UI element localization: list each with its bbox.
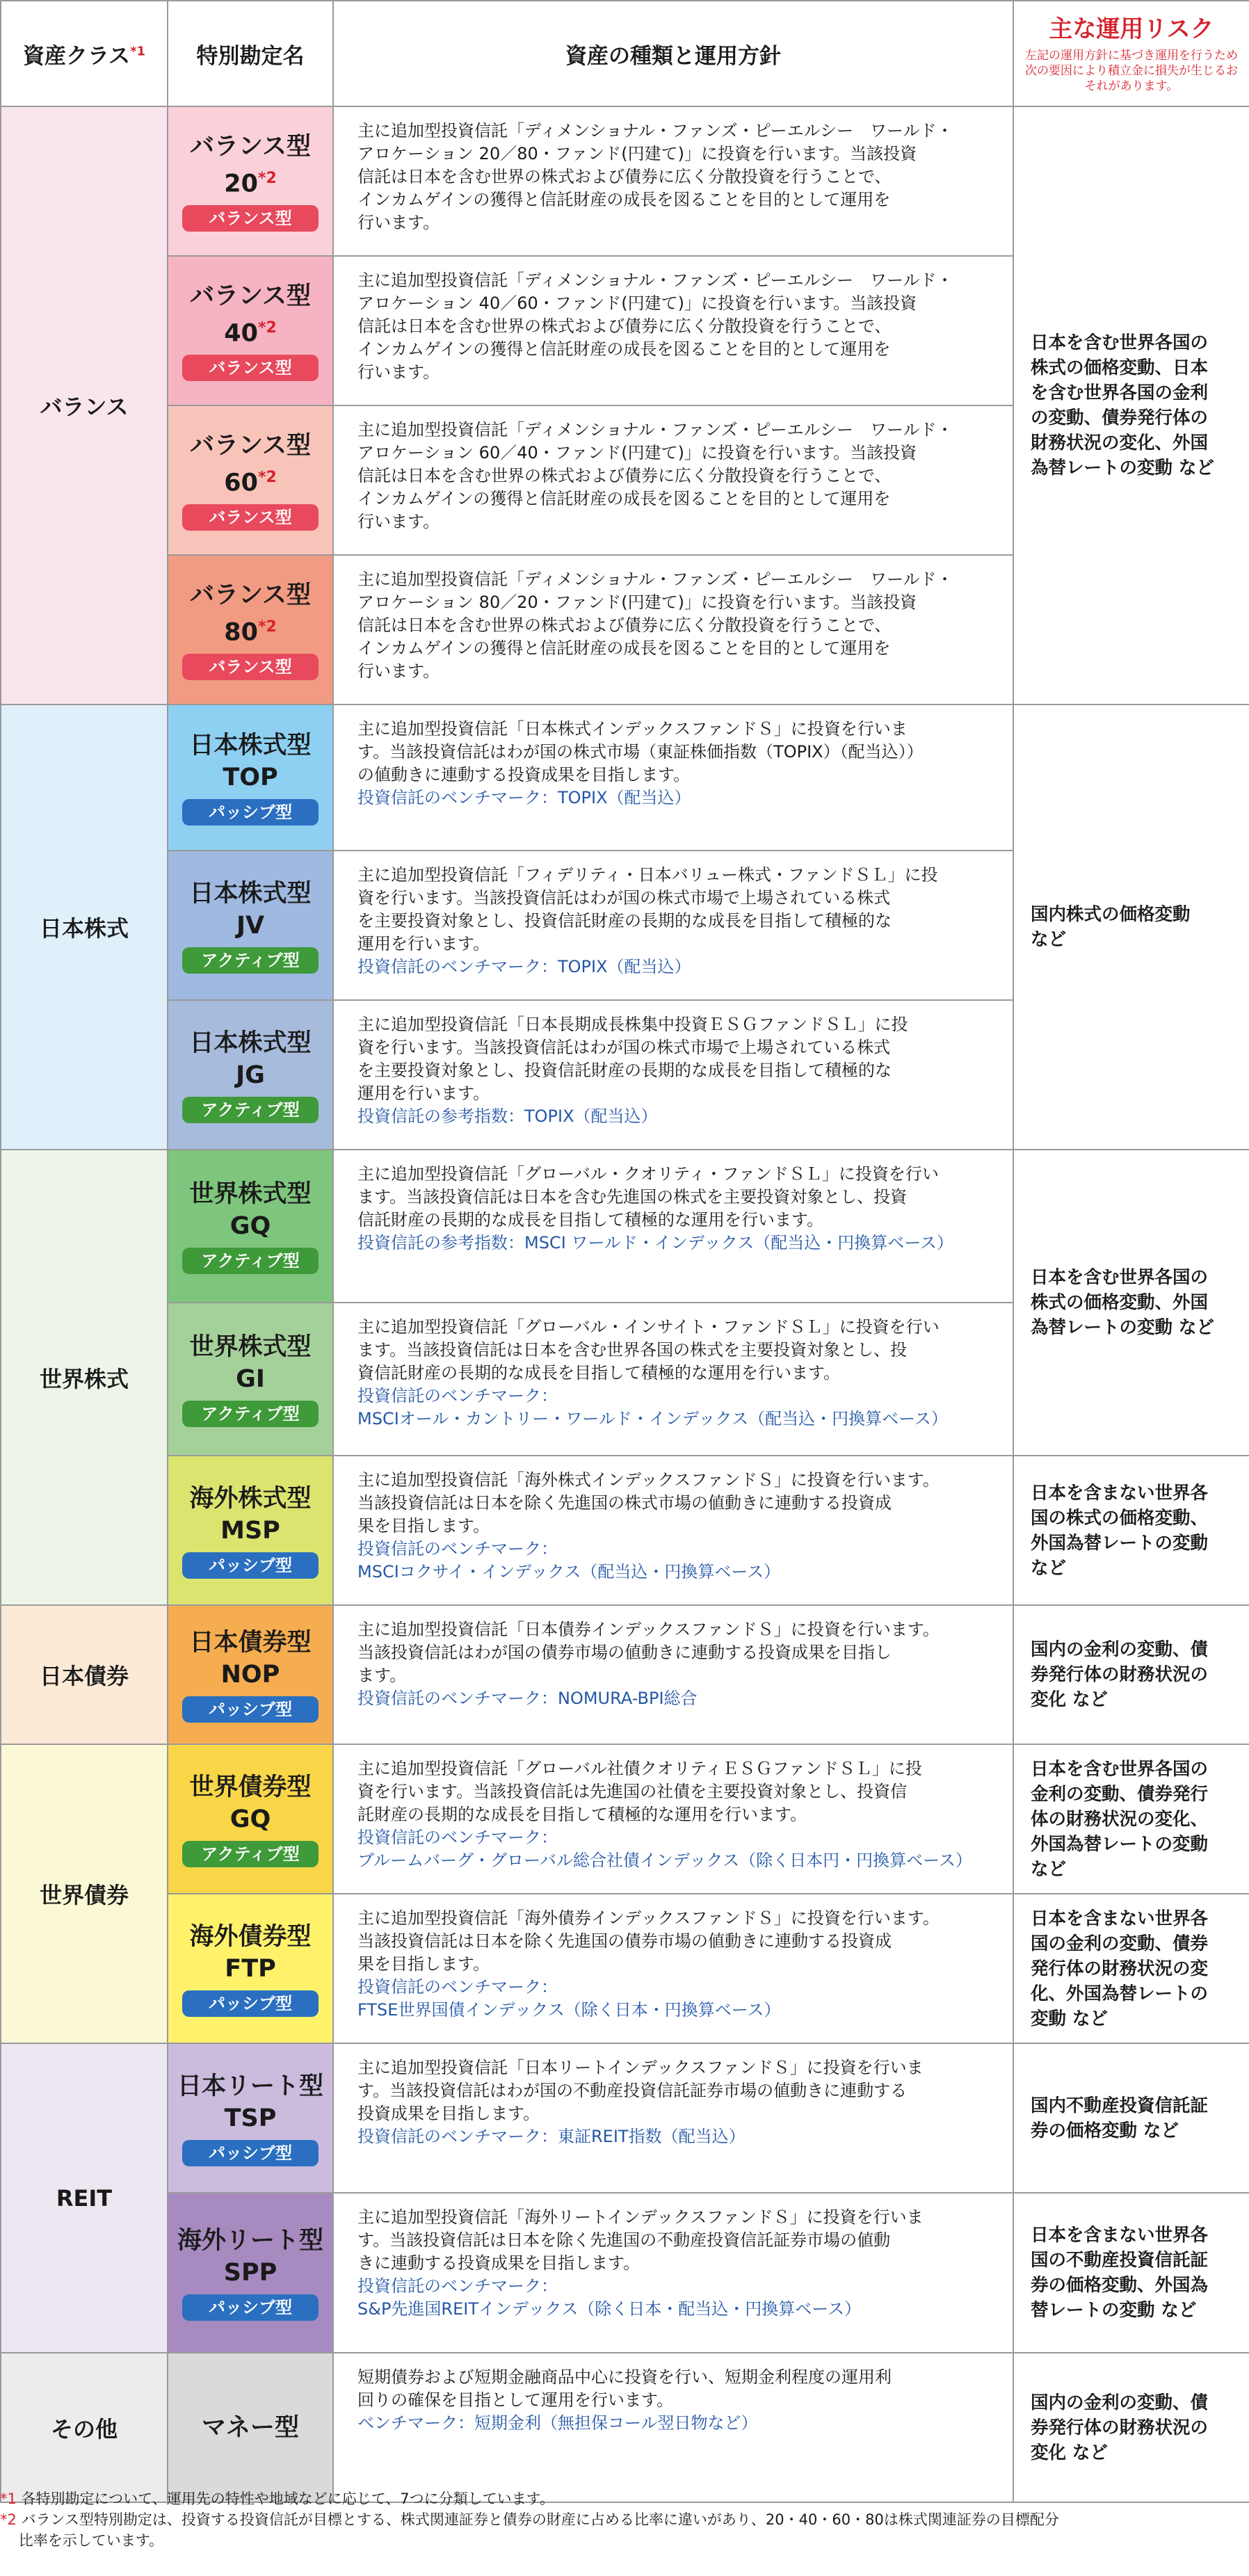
fund-type-badge: バランス型 bbox=[182, 205, 319, 232]
table-row bbox=[1, 1894, 1249, 2043]
policy-line: きに連動する投資成果を目指します。 bbox=[357, 2253, 640, 2273]
account-cell bbox=[168, 1894, 333, 2043]
policy-line: 主に追加型投資信託「日本リートインデックスファンドＳ」に投資を行いま bbox=[357, 2058, 924, 2077]
policy-cell bbox=[333, 2193, 1013, 2353]
policy-line: 行います。 bbox=[357, 512, 440, 531]
risk-line: 変化 など bbox=[1031, 2442, 1108, 2463]
benchmark-line: ベンチマーク：短期金利（無担保コール翌日物など） bbox=[357, 2413, 758, 2433]
asset-class-label: バランス bbox=[40, 394, 129, 420]
account-name bbox=[168, 878, 332, 942]
account-name-line1: 海外株式型 bbox=[189, 1484, 312, 1513]
policy-line: 主に追加型投資信託「グローバル・インサイト・ファンドＳＬ」に投資を行い bbox=[357, 1317, 940, 1337]
risk-line: 体の財務状況の変化、 bbox=[1031, 1808, 1209, 1830]
account-name-line2: 20 bbox=[224, 170, 258, 198]
account-name bbox=[168, 1027, 332, 1091]
policy-line: す。当該投資信託はわが国の株式市場（東証株価指数（TOPIX）（配当込）） bbox=[357, 742, 924, 762]
account-name-line1: バランス型 bbox=[190, 431, 311, 460]
table-row bbox=[1, 1456, 1249, 1605]
policy-line: の値動きに連動する投資成果を目指します。 bbox=[357, 765, 691, 784]
policy-cell bbox=[333, 1456, 1013, 1605]
risk-line: 券発行体の財務状況の bbox=[1031, 2417, 1209, 2438]
account-name-line2: TOP bbox=[223, 764, 278, 791]
risk-cell bbox=[1013, 1605, 1249, 1744]
benchmark-line: MSCIコクサイ・インデックス（配当込・円換算ベース） bbox=[357, 1562, 781, 1581]
fund-type-badge: パッシブ型 bbox=[182, 1696, 319, 1723]
account-name-line2: SPP bbox=[223, 2259, 277, 2287]
benchmark-line: 投資信託のベンチマーク： bbox=[357, 2276, 558, 2296]
benchmark-line: 投資信託のベンチマーク： bbox=[357, 1539, 558, 1559]
fund-type-badge: パッシブ型 bbox=[182, 1552, 319, 1579]
policy-line: 運用を行います。 bbox=[357, 1084, 490, 1103]
policy-line: 主に追加型投資信託「グローバル・クオリティ・ファンドＳＬ」に投資を行い bbox=[357, 1164, 939, 1184]
policy-cell bbox=[333, 2353, 1013, 2502]
benchmark-line: S&P先進国REITインデックス（除く日本・配当込・円換算ベース） bbox=[357, 2299, 862, 2319]
risk-line: 替レートの変動 など bbox=[1031, 2300, 1197, 2321]
policy-line: を主要投資対象とし、投資信託財産の長期的な成長を目指して積極的な bbox=[357, 1061, 892, 1080]
risk-line: 金利の変動、債券発行 bbox=[1031, 1783, 1209, 1805]
account-cell bbox=[168, 2193, 333, 2353]
account-name bbox=[168, 1178, 332, 1242]
account-name-line1: バランス型 bbox=[190, 282, 311, 310]
policy-line: 主に追加型投資信託「日本長期成長株集中投資ＥＳＧファンドＳＬ」に投 bbox=[357, 1015, 908, 1034]
account-cell bbox=[168, 555, 333, 705]
policy-cell bbox=[333, 405, 1013, 555]
account-name-line2: GI bbox=[236, 1365, 265, 1393]
table-row bbox=[1, 1744, 1249, 1894]
benchmark-line: FTSE世界国債インデックス（除く日本・円換算ベース） bbox=[357, 2000, 781, 2020]
risk-subtitle: 左記の運用方針に基づき運用を行うため次の要因により積立金に損失が生じるおそれがあります。 bbox=[1025, 49, 1238, 93]
fund-type-badge: バランス型 bbox=[182, 654, 319, 680]
account-name-line1: 日本株式型 bbox=[189, 1029, 312, 1057]
policy-line: 託財産の長期的な成長を目指して積極的な運用を行います。 bbox=[357, 1805, 807, 1824]
policy-line: 信託財産の長期的な成長を目指して積極的な運用を行います。 bbox=[357, 1210, 824, 1230]
asset-class-label: 世界債券 bbox=[39, 1882, 129, 1908]
account-name-line2: GQ bbox=[229, 1212, 271, 1240]
account-name bbox=[168, 2412, 332, 2444]
account-cell bbox=[168, 2043, 333, 2193]
table-header bbox=[1, 1, 1249, 106]
policy-line: 資を行います。当該投資信託は先進国の社債を主要投資対象とし、投資信 bbox=[357, 1782, 908, 1801]
account-name bbox=[168, 1771, 332, 1835]
asset-class-label: 日本債券 bbox=[39, 1663, 129, 1689]
policy-line: ます。当該投資信託は日本を含む先進国の株式を主要投資対象とし、投資 bbox=[357, 1187, 908, 1207]
asset-class-cell bbox=[1, 1150, 168, 1605]
fund-type-badge: パッシブ型 bbox=[182, 2140, 319, 2166]
table-row bbox=[1, 1150, 1249, 1303]
account-name bbox=[168, 1627, 332, 1691]
risk-cell bbox=[1013, 1894, 1249, 2043]
policy-cell bbox=[333, 1744, 1013, 1894]
risk-line: など bbox=[1031, 929, 1067, 950]
risk-line: など bbox=[1031, 1557, 1067, 1579]
risk-line: 券の価格変動 など bbox=[1031, 2120, 1179, 2141]
asset-class-label: その他 bbox=[50, 2415, 118, 2442]
risk-cell bbox=[1013, 1744, 1249, 1894]
fund-type-badge: アクティブ型 bbox=[182, 1841, 319, 1867]
policy-line: す。当該投資信託はわが国の不動産投資信託証券市場の値動きに連動する bbox=[357, 2081, 908, 2100]
account-name bbox=[168, 2070, 332, 2134]
risk-cell bbox=[1013, 106, 1249, 705]
account-cell bbox=[168, 256, 333, 405]
policy-line: 主に追加型投資信託「グローバル社債クオリティＥＳＧファンドＳＬ」に投 bbox=[357, 1759, 922, 1778]
policy-line: ます。当該投資信託は日本を含む世界各国の株式を主要投資対象とし、投 bbox=[357, 1340, 908, 1360]
policy-line: 主に追加型投資信託「ディメンショナル・ファンズ・ピーエルシー ワールド・ bbox=[357, 271, 953, 290]
policy-line: インカムゲインの獲得と信託財産の成長を図ることを目的として運用を bbox=[357, 489, 891, 508]
account-cell bbox=[168, 1744, 333, 1894]
policy-line: 信託は日本を含む世界の株式および債券に広く分散投資を行うことで、 bbox=[357, 167, 892, 186]
risk-line: 国内不動産投資信託証 bbox=[1031, 2095, 1209, 2116]
risk-line: 国の株式の価格変動、 bbox=[1031, 1507, 1209, 1529]
fund-type-badge: アクティブ型 bbox=[182, 947, 319, 974]
asset-class-cell bbox=[1, 705, 168, 1150]
account-cell bbox=[168, 106, 333, 256]
risk-line: 発行体の財務状況の変 bbox=[1031, 1958, 1209, 1979]
risk-line: 国の金利の変動、債券 bbox=[1031, 1933, 1209, 1954]
account-name bbox=[168, 579, 332, 649]
header-asset-class: 資産クラス$^{*1}$ bbox=[1, 1, 168, 106]
account-name bbox=[168, 280, 332, 350]
benchmark-line: 投資信託の参考指数：TOPIX（配当込） bbox=[357, 1106, 658, 1126]
benchmark-line: 投資信託のベンチマーク：東証REIT指数（配当込） bbox=[357, 2127, 746, 2146]
policy-line: ます。 bbox=[357, 1666, 407, 1685]
account-cell bbox=[168, 2353, 333, 2502]
table-row bbox=[1, 705, 1249, 851]
policy-cell bbox=[333, 1303, 1013, 1456]
policy-cell bbox=[333, 106, 1013, 256]
account-cell bbox=[168, 405, 333, 555]
account-name-line2: TSP bbox=[224, 2104, 277, 2132]
table-row bbox=[1, 1605, 1249, 1744]
policy-line: アロケーション 80／20・ファンド(円建て)」に投資を行います。当該投資 bbox=[357, 593, 917, 612]
policy-line: 主に追加型投資信託「海外株式インデックスファンドＳ」に投資を行います。 bbox=[357, 1470, 940, 1490]
footnote-mark: *2 bbox=[257, 468, 277, 486]
account-cell bbox=[168, 1000, 333, 1150]
policy-line: 行います。 bbox=[357, 362, 440, 382]
account-name-line1: 世界債券型 bbox=[189, 1773, 312, 1801]
account-name-line1: マネー型 bbox=[201, 2413, 299, 2442]
account-cell bbox=[168, 1456, 333, 1605]
fund-type-badge: パッシブ型 bbox=[182, 2294, 319, 2321]
policy-line: 行います。 bbox=[357, 661, 440, 681]
policy-line: 当該投資信託は日本を除く先進国の株式市場の値動きに連動する投資成 bbox=[357, 1493, 892, 1513]
asset-class-label: 世界株式 bbox=[39, 1365, 129, 1392]
policy-line: アロケーション 60／40・ファンド(円建て)」に投資を行います。当該投資 bbox=[357, 443, 917, 462]
risk-cell bbox=[1013, 2193, 1249, 2353]
account-name bbox=[168, 730, 332, 794]
risk-line: 株式の価格変動、日本 bbox=[1031, 357, 1209, 378]
asset-class-cell bbox=[1, 106, 168, 705]
risk-line: 国内の金利の変動、債 bbox=[1031, 2392, 1209, 2413]
risk-cell bbox=[1013, 2043, 1249, 2193]
account-name bbox=[168, 1921, 332, 1985]
policy-line: 短期債券および短期金融商品中心に投資を行い、短期金利程度の運用利 bbox=[357, 2367, 892, 2387]
footnote-mark: *2 bbox=[257, 319, 277, 337]
risk-line: 為替レートの変動 など bbox=[1031, 1317, 1214, 1338]
policy-line: 回りの確保を目指として運用を行います。 bbox=[357, 2390, 674, 2410]
asset-class-cell bbox=[1, 2043, 168, 2353]
risk-line: 券の価格変動、外国為 bbox=[1031, 2275, 1209, 2296]
policy-cell bbox=[333, 555, 1013, 705]
risk-line: 変化 など bbox=[1031, 1689, 1108, 1710]
policy-line: 主に追加型投資信託「日本債券インデックスファンドＳ」に投資を行います。 bbox=[357, 1620, 940, 1639]
account-name-line1: 世界株式型 bbox=[189, 1333, 312, 1361]
policy-line: インカムゲインの獲得と信託財産の成長を図ることを目的として運用を bbox=[357, 339, 891, 359]
policy-line: 行います。 bbox=[357, 213, 440, 232]
policy-cell bbox=[333, 705, 1013, 851]
policy-line: アロケーション 40／60・ファンド(円建て)」に投資を行います。当該投資 bbox=[357, 293, 917, 313]
policy-line: インカムゲインの獲得と信託財産の成長を図ることを目的として運用を bbox=[357, 638, 891, 658]
policy-cell bbox=[333, 2043, 1013, 2193]
risk-line: など bbox=[1031, 1858, 1067, 1880]
asset-class-label: 日本株式 bbox=[39, 915, 129, 942]
policy-line: 運用を行います。 bbox=[357, 934, 490, 953]
account-name-line1: 日本債券型 bbox=[189, 1629, 312, 1657]
policy-line: 資を行います。当該投資信託はわが国の株式市場で上場されている株式 bbox=[357, 888, 891, 908]
footnote-1: *1 各特別勘定について、運用先の特性や地域などに応じて、7つに分類しています。 bbox=[0, 2490, 554, 2507]
risk-line: 日本を含まない世界各 bbox=[1031, 1482, 1209, 1504]
policy-line: す。当該投資信託は日本を除く先進国の不動産投資信託証券市場の値動 bbox=[357, 2230, 891, 2250]
risk-line: 日本を含む世界各国の bbox=[1031, 1758, 1209, 1780]
account-name-line1: 海外リート型 bbox=[177, 2227, 323, 2255]
risk-line: 日本を含む世界各国の bbox=[1031, 1267, 1209, 1288]
policy-line: 主に追加型投資信託「日本株式インデックスファンドＳ」に投資を行いま bbox=[357, 719, 908, 739]
policy-line: 主に追加型投資信託「ディメンショナル・ファンズ・ピーエルシー ワールド・ bbox=[357, 420, 953, 440]
fund-type-badge: パッシブ型 bbox=[182, 1990, 319, 2017]
policy-line: 信託は日本を含む世界の株式および債券に広く分散投資を行うことで、 bbox=[357, 316, 892, 336]
account-name-line2: GQ bbox=[229, 1805, 271, 1833]
account-name-line1: 世界株式型 bbox=[189, 1180, 312, 1208]
account-name-line1: バランス型 bbox=[190, 581, 311, 609]
benchmark-line: 投資信託のベンチマーク： bbox=[357, 1828, 558, 1847]
risk-cell bbox=[1013, 2353, 1249, 2502]
policy-line: 資信託財産の長期的な成長を目指して積極的な運用を行います。 bbox=[357, 1363, 841, 1383]
policy-line: 信託は日本を含む世界の株式および債券に広く分散投資を行うことで、 bbox=[357, 466, 892, 485]
account-name-line2: JV bbox=[236, 911, 265, 940]
benchmark-line: 投資信託のベンチマーク： bbox=[357, 1386, 558, 1406]
policy-line: 当該投資信託は日本を除く先進国の債券市場の値動きに連動する投資成 bbox=[357, 1931, 892, 1951]
asset-class-label: REIT bbox=[56, 2184, 113, 2212]
policy-line: 主に追加型投資信託「フィデリティ・日本バリュー株式・ファンドＳＬ」に投 bbox=[357, 865, 938, 885]
policy-line: 主に追加型投資信託「海外債券インデックスファンドＳ」に投資を行います。 bbox=[357, 1908, 940, 1928]
account-name-line1: 日本株式型 bbox=[189, 732, 312, 759]
policy-line: 主に追加型投資信託「ディメンショナル・ファンズ・ピーエルシー ワールド・ bbox=[357, 121, 953, 140]
risk-cell bbox=[1013, 1150, 1249, 1456]
account-cell bbox=[168, 705, 333, 851]
account-name-line2: FTP bbox=[225, 1954, 276, 1983]
policy-cell bbox=[333, 1605, 1013, 1744]
policy-line: インカムゲインの獲得と信託財産の成長を図ることを目的として運用を bbox=[357, 190, 891, 209]
fund-type-badge: アクティブ型 bbox=[182, 1248, 319, 1274]
account-name bbox=[168, 1483, 332, 1547]
account-name-line1: 日本株式型 bbox=[189, 879, 312, 908]
policy-line: アロケーション 20／80・ファンド(円建て)」に投資を行います。当該投資 bbox=[357, 144, 917, 163]
benchmark-line: MSCIオール・カントリー・ワールド・インデックス（配当込・円換算ベース） bbox=[357, 1409, 948, 1428]
policy-cell bbox=[333, 1000, 1013, 1150]
risk-line: 株式の価格変動、外国 bbox=[1031, 1292, 1209, 1313]
fund-type-badge: アクティブ型 bbox=[182, 1401, 319, 1427]
account-cell bbox=[168, 1303, 333, 1456]
risk-line: の変動、債券発行体の bbox=[1031, 408, 1209, 428]
account-name-line2: JG bbox=[236, 1061, 265, 1089]
risk-line: 日本を含む世界各国の bbox=[1031, 332, 1209, 353]
risk-cell bbox=[1013, 705, 1249, 1150]
risk-line: 国内株式の価格変動 bbox=[1031, 904, 1191, 925]
risk-line: 外国為替レートの変動 bbox=[1031, 1532, 1209, 1554]
benchmark-line: 投資信託のベンチマーク：TOPIX（配当込） bbox=[357, 957, 691, 976]
account-cell bbox=[168, 1150, 333, 1303]
account-name-line1: バランス型 bbox=[190, 132, 311, 161]
account-cell bbox=[168, 851, 333, 1000]
risk-line: 財務状況の変化、外国 bbox=[1031, 433, 1209, 453]
risk-line: 国の不動産投資信託証 bbox=[1031, 2250, 1209, 2271]
benchmark-line: 投資信託のベンチマーク：TOPIX（配当込） bbox=[357, 788, 691, 807]
account-name-line2: 40 bbox=[224, 319, 258, 348]
account-name-line2: 60 bbox=[224, 469, 258, 497]
benchmark-line: 投資信託のベンチマーク： bbox=[357, 1977, 558, 1997]
fund-type-badge: バランス型 bbox=[182, 355, 319, 381]
policy-line: 信託は日本を含む世界の株式および債券に広く分散投資を行うことで、 bbox=[357, 615, 892, 635]
table-row bbox=[1, 106, 1249, 256]
table-row bbox=[1, 2353, 1249, 2502]
policy-line: 当該投資信託はわが国の債券市場の値動きに連動する投資成果を目指し bbox=[357, 1643, 892, 1662]
asset-class-cell bbox=[1, 1605, 168, 1744]
policy-cell bbox=[333, 1894, 1013, 2043]
risk-line: 券発行体の財務状況の bbox=[1031, 1664, 1209, 1685]
footnote-mark: *2 bbox=[257, 169, 277, 187]
risk-line: 化、外国為替レートの bbox=[1031, 1983, 1209, 2004]
policy-cell bbox=[333, 1150, 1013, 1303]
risk-cell bbox=[1013, 1456, 1249, 1605]
benchmark-line: 投資信託の参考指数：MSCI ワールド・インデックス（配当込・円換算ベース） bbox=[357, 1233, 954, 1253]
footnote-2: *2 バランス型特別勘定は、投資する投資信託が目標とする、株式関連証券と債券の財産に占める比率に違いがあり、20・40・60・80は株式関連証券の目標配分 比率を示しています。 bbox=[0, 2511, 1059, 2549]
account-name-line2: NOP bbox=[220, 1661, 280, 1689]
risk-line: を含む世界各国の金利 bbox=[1031, 383, 1209, 403]
table-row bbox=[1, 2193, 1249, 2353]
risk-line: 国内の金利の変動、債 bbox=[1031, 1639, 1209, 1660]
footnote-mark: *2 bbox=[257, 618, 277, 636]
policy-line: 投資成果を目指します。 bbox=[357, 2104, 540, 2123]
account-name bbox=[168, 2225, 332, 2289]
header-policy: 資産の種類と運用方針 bbox=[333, 1, 1013, 106]
policy-line: 資を行います。当該投資信託はわが国の株式市場で上場されている株式 bbox=[357, 1038, 891, 1057]
risk-line: 為替レートの変動 など bbox=[1031, 458, 1214, 478]
policy-cell bbox=[333, 851, 1013, 1000]
account-name-line2: MSP bbox=[220, 1516, 280, 1545]
risk-line: 日本を含まない世界各 bbox=[1031, 1908, 1209, 1929]
benchmark-line: ブルームバーグ・グローバル総合社債インデックス（除く日本円・円換算ベース） bbox=[357, 1851, 972, 1870]
risk-line: 日本を含まない世界各 bbox=[1031, 2225, 1209, 2246]
account-name bbox=[168, 430, 332, 499]
account-name-line2: 80 bbox=[224, 618, 258, 647]
asset-class-cell bbox=[1, 2353, 168, 2502]
policy-line: を主要投資対象とし、投資信託財産の長期的な成長を目指して積極的な bbox=[357, 911, 892, 931]
risk-line: 外国為替レートの変動 bbox=[1031, 1833, 1209, 1855]
policy-line: 果を目指します。 bbox=[357, 1954, 490, 1974]
account-name-line1: 日本リート型 bbox=[177, 2072, 323, 2100]
footnotes bbox=[0, 2488, 1249, 2551]
asset-class-cell bbox=[1, 1744, 168, 2043]
fund-type-badge: パッシブ型 bbox=[182, 799, 319, 826]
header-account-name: 特別勘定名 bbox=[168, 1, 333, 106]
risk-line: 変動 など bbox=[1031, 2008, 1108, 2029]
account-name bbox=[168, 131, 332, 200]
policy-line: 果を目指します。 bbox=[357, 1516, 490, 1536]
fund-type-badge: アクティブ型 bbox=[182, 1097, 319, 1123]
risk-title: 主な運用リスク bbox=[1049, 15, 1214, 43]
policy-line: 主に追加型投資信託「海外リートインデックスファンドＳ」に投資を行いま bbox=[357, 2207, 924, 2227]
account-cell bbox=[168, 1605, 333, 1744]
fund-type-badge: バランス型 bbox=[182, 504, 319, 531]
policy-line: 主に追加型投資信託「ディメンショナル・ファンズ・ピーエルシー ワールド・ bbox=[357, 570, 953, 589]
policy-cell bbox=[333, 256, 1013, 405]
table-row bbox=[1, 2043, 1249, 2193]
benchmark-line: 投資信託のベンチマーク：NOMURA-BPI総合 bbox=[357, 1689, 698, 1708]
account-name bbox=[168, 1331, 332, 1395]
account-name-line1: 海外債券型 bbox=[189, 1922, 312, 1951]
header-risk bbox=[1013, 1, 1249, 106]
